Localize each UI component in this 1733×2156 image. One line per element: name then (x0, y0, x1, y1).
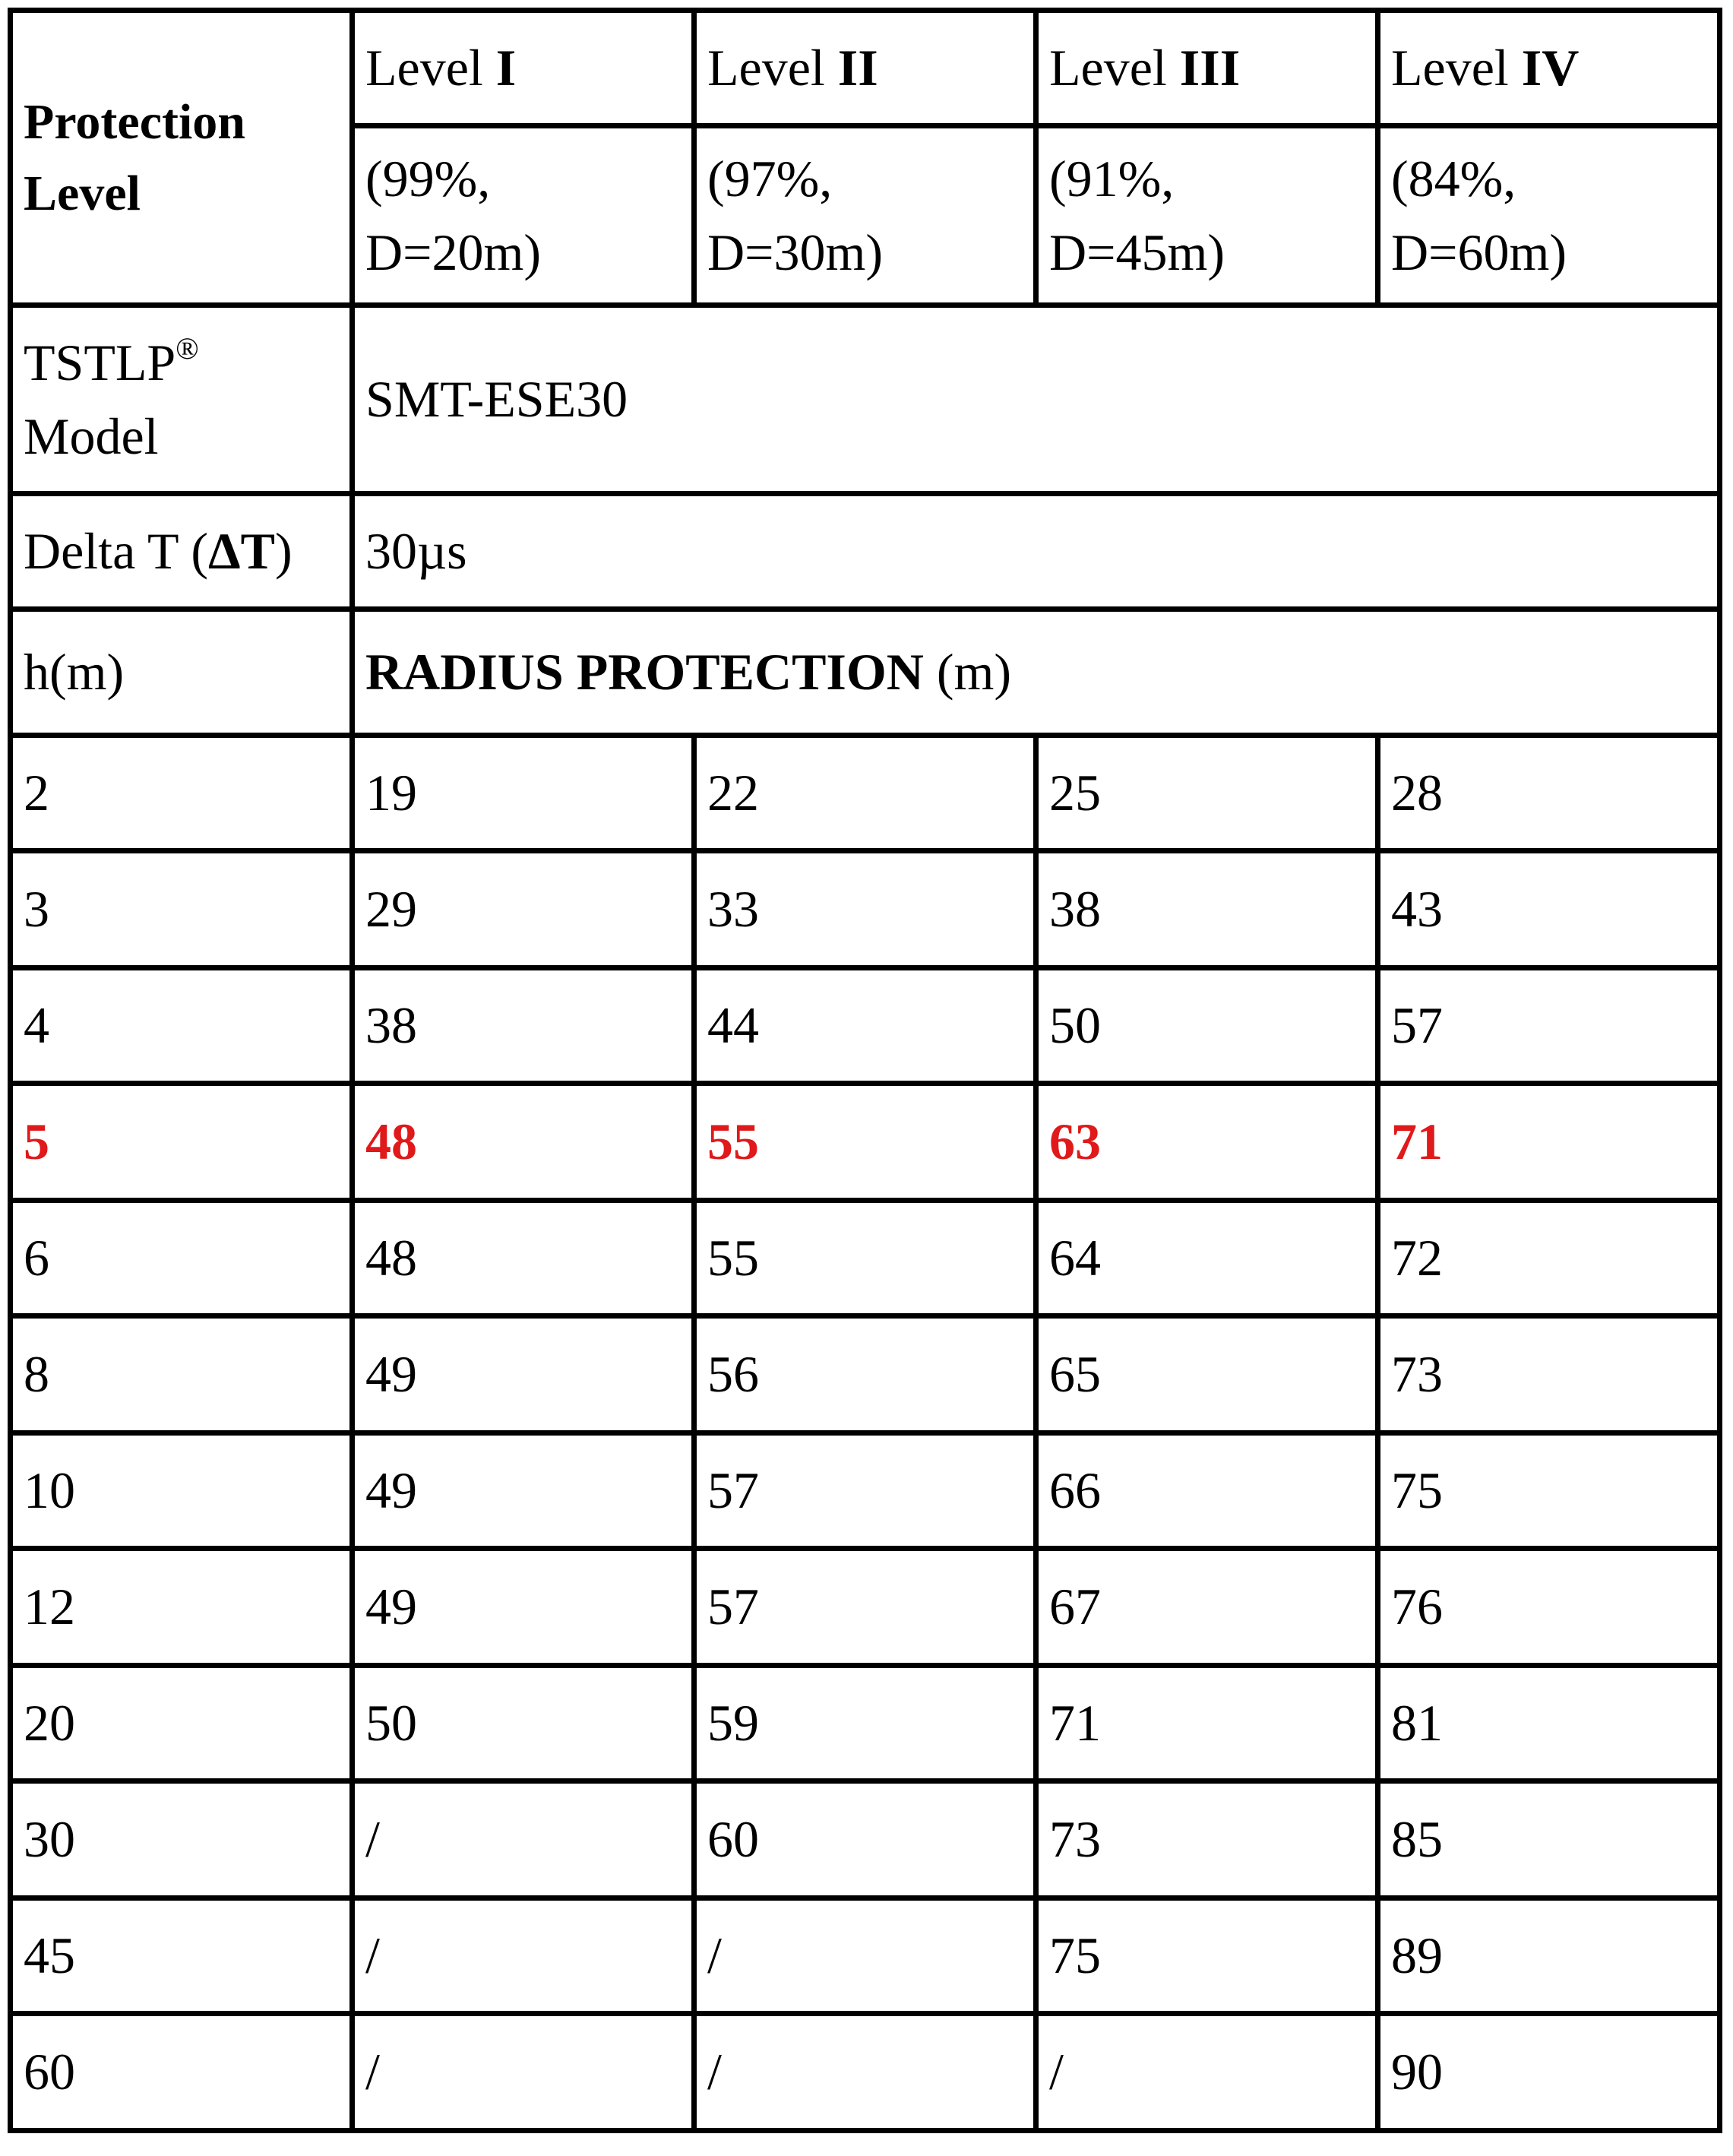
radius-header-row (11, 609, 1720, 736)
height-cell: 4 (11, 968, 353, 1084)
delta-t-label: Delta T (ΔT) (11, 494, 353, 609)
protection-level-header (11, 11, 353, 306)
radius-cell-level-1: 48 (353, 1084, 694, 1201)
height-cell: 30 (11, 1781, 353, 1898)
delta-t-row (11, 494, 1720, 609)
radius-cell-level-3: 75 (1036, 1898, 1378, 2014)
radius-cell-level-4: 75 (1378, 1433, 1720, 1549)
table-row (11, 1316, 1720, 1433)
level-1-header: Level I (353, 11, 694, 126)
height-cell: 20 (11, 1666, 353, 1781)
level-2-header: Level II (694, 11, 1036, 126)
radius-cell-level-4: 28 (1378, 736, 1720, 851)
radius-cell-level-2: 55 (694, 1084, 1036, 1201)
table-row (11, 968, 1720, 1084)
protection-radius-table (8, 8, 1722, 2133)
radius-cell-level-2: 44 (694, 968, 1036, 1084)
radius-cell-level-2: / (694, 2014, 1036, 2131)
radius-cell-level-1: 38 (353, 968, 694, 1084)
table-row (11, 1084, 1720, 1201)
radius-cell-level-4: 81 (1378, 1666, 1720, 1781)
height-cell: 5 (11, 1084, 353, 1201)
radius-cell-level-3: 65 (1036, 1316, 1378, 1433)
height-cell: 2 (11, 736, 353, 851)
table-row (11, 1898, 1720, 2014)
radius-cell-level-1: 50 (353, 1666, 694, 1781)
radius-cell-level-3: 64 (1036, 1201, 1378, 1316)
radius-cell-level-1: / (353, 2014, 694, 2131)
radius-protection-title: RADIUS PROTECTION (m) (353, 609, 1720, 736)
radius-cell-level-1: 48 (353, 1201, 694, 1316)
radius-cell-level-2: 57 (694, 1433, 1036, 1549)
protection-level-line2: Level (24, 165, 141, 221)
radius-cell-level-4: 73 (1378, 1316, 1720, 1433)
radius-cell-level-3: 50 (1036, 968, 1378, 1084)
table-row (11, 1549, 1720, 1666)
height-cell: 8 (11, 1316, 353, 1433)
radius-cell-level-2: 22 (694, 736, 1036, 851)
protection-level-line1: Protection (24, 93, 246, 150)
radius-cell-level-1: / (353, 1898, 694, 2014)
radius-cell-level-3: 71 (1036, 1666, 1378, 1781)
radius-cell-level-1: 49 (353, 1549, 694, 1666)
table-row (11, 2014, 1720, 2131)
level-4-header: Level IV (1378, 11, 1720, 126)
radius-cell-level-4: 90 (1378, 2014, 1720, 2131)
radius-cell-level-4: 85 (1378, 1781, 1720, 1898)
header-row-levels (11, 11, 1720, 126)
model-label: TSTLP® Model (11, 306, 353, 494)
table-row (11, 1781, 1720, 1898)
radius-cell-level-3: 63 (1036, 1084, 1378, 1201)
radius-cell-level-2: 56 (694, 1316, 1036, 1433)
radius-cell-level-1: 49 (353, 1433, 694, 1549)
radius-cell-level-3: 66 (1036, 1433, 1378, 1549)
radius-cell-level-1: / (353, 1781, 694, 1898)
radius-cell-level-4: 43 (1378, 851, 1720, 968)
radius-cell-level-4: 72 (1378, 1201, 1720, 1316)
radius-cell-level-1: 49 (353, 1316, 694, 1433)
radius-cell-level-2: / (694, 1898, 1036, 2014)
model-row (11, 306, 1720, 494)
radius-cell-level-2: 33 (694, 851, 1036, 968)
height-cell: 60 (11, 2014, 353, 2131)
data-rows (11, 736, 1720, 2131)
registered-mark: ® (176, 331, 199, 366)
radius-cell-level-3: 73 (1036, 1781, 1378, 1898)
radius-cell-level-3: / (1036, 2014, 1378, 2131)
radius-cell-level-2: 57 (694, 1549, 1036, 1666)
radius-cell-level-1: 19 (353, 736, 694, 851)
delta-t-value: 30µs (353, 494, 1720, 609)
table-row (11, 1201, 1720, 1316)
radius-cell-level-4: 71 (1378, 1084, 1720, 1201)
level-4-criteria: (84%, D=60m) (1378, 126, 1720, 306)
level-1-criteria: (99%, D=20m) (353, 126, 694, 306)
table-row (11, 736, 1720, 851)
height-cell: 6 (11, 1201, 353, 1316)
height-column-label: h(m) (11, 609, 353, 736)
radius-cell-level-4: 89 (1378, 1898, 1720, 2014)
radius-cell-level-4: 57 (1378, 968, 1720, 1084)
radius-cell-level-3: 38 (1036, 851, 1378, 968)
height-cell: 10 (11, 1433, 353, 1549)
table-row (11, 851, 1720, 968)
height-cell: 12 (11, 1549, 353, 1666)
radius-cell-level-2: 59 (694, 1666, 1036, 1781)
radius-cell-level-3: 25 (1036, 736, 1378, 851)
height-cell: 45 (11, 1898, 353, 2014)
level-3-header: Level III (1036, 11, 1378, 126)
radius-cell-level-2: 55 (694, 1201, 1036, 1316)
radius-cell-level-2: 60 (694, 1781, 1036, 1898)
radius-cell-level-1: 29 (353, 851, 694, 968)
model-value: SMT-ESE30 (353, 306, 1720, 494)
height-cell: 3 (11, 851, 353, 968)
table-row (11, 1666, 1720, 1781)
level-3-criteria: (91%, D=45m) (1036, 126, 1378, 306)
level-2-criteria: (97%, D=30m) (694, 126, 1036, 306)
table-row (11, 1433, 1720, 1549)
radius-cell-level-3: 67 (1036, 1549, 1378, 1666)
radius-cell-level-4: 76 (1378, 1549, 1720, 1666)
